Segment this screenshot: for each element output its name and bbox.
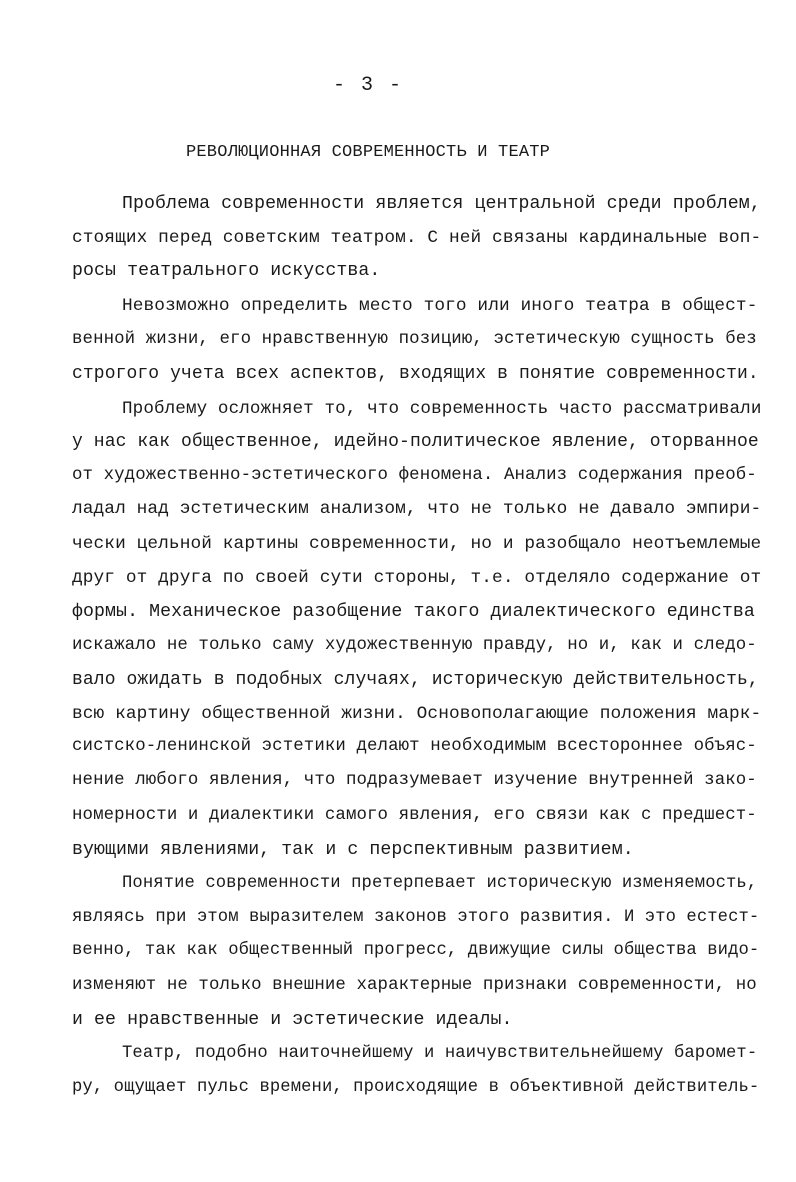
text-line: Театр, подобно наиточнейшему и наичувствительнейшему баромет- [122, 1044, 758, 1063]
text-line: и ее нравственные и эстетические идеалы. [72, 1010, 513, 1030]
text-line: вало ожидать в подобных случаях, историческую действительность, [72, 670, 759, 690]
text-line: ру, ощущает пульс времени, происходящие в объективной действитель- [72, 1078, 760, 1097]
text-line: друг от друга по своей сути стороны, т.е. отделяло содержание от [72, 568, 762, 588]
text-line: систско-ленинской эстетики делают необходимым всестороннее объяс- [72, 737, 757, 756]
text-line: изменяют не только внешние характерные признаки современности, но [72, 976, 757, 995]
text-line: чески цельной картины современности, но и разобщало неотъемлемые [72, 534, 762, 554]
text-line: у нас как общественное, идейно-политическое явление, оторванное [72, 432, 759, 452]
text-line: нение любого явления, что подразумевает изучение внутренней зако- [72, 771, 757, 790]
page-number: - 3 - [332, 74, 403, 97]
text-line: всю картину общественной жизни. Основополагающие положения марк- [72, 704, 762, 724]
text-line: стоящих перед советским театром. С ней связаны кардинальные воп- [72, 228, 762, 248]
text-line: венно, так как общественный прогресс, движущие силы общества видо- [72, 941, 760, 960]
text-line: Проблему осложняет то, что современность часто рассматривали [122, 399, 762, 419]
text-line: ладал над эстетическим анализом, что не только не давало эмпири- [72, 499, 762, 519]
text-line: Невозможно определить место того или иного театра в общест- [122, 296, 758, 316]
text-line: Понятие современности претерпевает историческую изменяемость, [122, 874, 758, 893]
text-line: вующими явлениями, так и с перспективным развитием. [72, 840, 634, 860]
text-line: росы театрального искусства. [72, 261, 381, 281]
text-line: формы. Механическое разобщение такого диалектического единства [72, 602, 755, 622]
text-line: от художественно-эстетического феномена. Анализ содержания преоб- [72, 466, 757, 485]
text-line: строгого учета всех аспектов, входящих в понятие современности. [72, 364, 759, 384]
text-line: венной жизни, его нравственную позицию, эстетическую сущность без [72, 330, 757, 349]
text-line: являясь при этом выразителем законов этого развития. И это естест- [72, 908, 760, 927]
text-line: искажало не только саму художественную правду, но и, как и следо- [72, 636, 757, 655]
text-line: номерности и диалектики самого явления, его связи как с предшест- [72, 806, 757, 825]
text-line: Проблема современности является центральной среди проблем, [122, 194, 761, 214]
section-heading: РЕВОЛЮЦИОННАЯ СОВРЕМЕННОСТЬ И ТЕАТР [186, 143, 551, 162]
